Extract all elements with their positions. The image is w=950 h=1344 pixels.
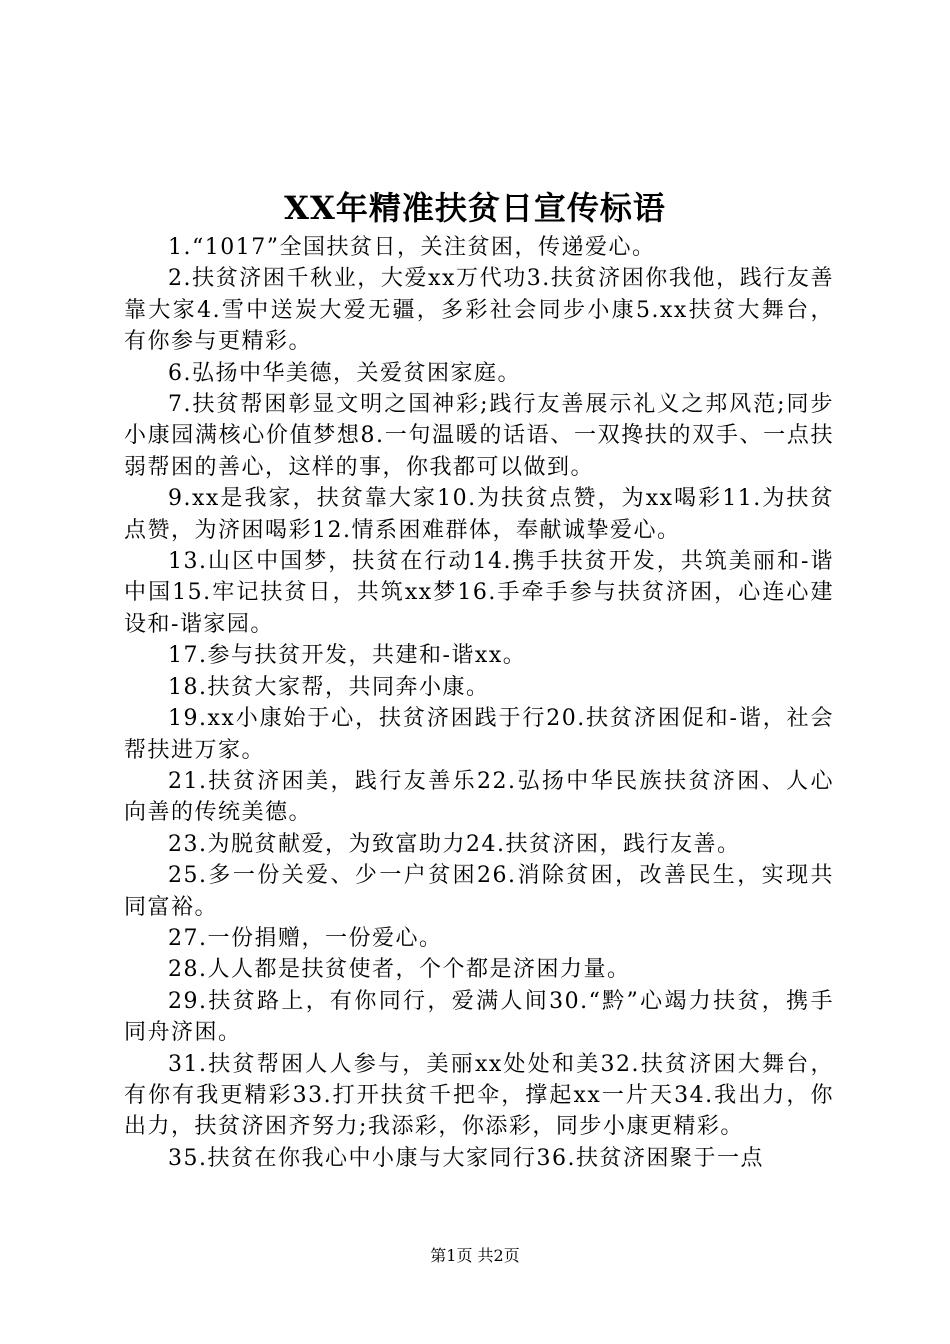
- slogan-paragraph: 21.扶贫济困美，践行友善乐22.弘扬中华民族扶贫济困、人心向善的传统美德。: [124, 768, 834, 826]
- slogan-paragraph: 13.山区中国梦，扶贫在行动14.携手扶贫开发，共筑美丽和-谐中国15.牢记扶贫日，共筑xx梦16.手牵手参与扶贫济困，心连心建设和-谐家园。: [124, 549, 834, 637]
- slogan-paragraph: 27.一份捐赠，一份爱心。: [168, 925, 443, 951]
- slogan-paragraph: 7.扶贫帮困彰显文明之国神彩;践行友善展示礼义之邦风范;同步小康园满核心价值梦想8.一句温暖的话语、一双搀扶的双手、一点扶弱帮困的善心，这样的事，你我都可以做到。: [124, 392, 834, 480]
- slogan-paragraph: 18.扶贫大家帮，共同奔小康。: [168, 674, 490, 700]
- slogan-paragraph: 29.扶贫路上，有你同行，爱满人间30.“黔”心竭力扶贫，携手同舟济困。: [124, 988, 834, 1046]
- slogan-paragraph: 35.扶贫在你我心中小康与大家同行36.扶贫济困聚于一点: [168, 1145, 764, 1171]
- slogan-paragraph: 6.弘扬中华美德，关爱贫困家庭。: [168, 360, 521, 386]
- slogan-paragraph: 25.多一份关爱、少一户贫困26.消除贫困，改善民生，实现共同富裕。: [124, 863, 834, 920]
- slogan-paragraph: 31.扶贫帮困人人参与，美丽xx处处和美32.扶贫济困大舞台，有你有我更精彩33.打开扶贫千把伞，撑起xx一片天34.我出力，你出力，扶贫济困齐努力;我添彩，你添彩，同步小康更精彩。: [124, 1051, 834, 1140]
- page-number-footer: 第1页 共2页: [430, 1246, 520, 1265]
- slogan-paragraph: 1.“1017”全国扶贫日，关注贫困，传递爱心。: [168, 235, 656, 260]
- slogan-paragraph: 28.人人都是扶贫使者，个个都是济困力量。: [168, 957, 631, 983]
- slogan-paragraph: 17.参与扶贫开发，共建和-谐xx。: [168, 643, 527, 669]
- slogan-paragraph: 23.为脱贫献爱，为致富助力24.扶贫济困，践行友善。: [168, 831, 741, 857]
- document-body: [124, 232, 834, 1174]
- slogan-paragraph: 19.xx小康始于心，扶贫济困践于行20.扶贫济困促和-谐，社会帮扶进万家。: [124, 706, 834, 763]
- slogan-paragraph: 2.扶贫济困千秋业，大爱xx万代功3.扶贫济困你我他，践行友善靠大家4.雪中送炭大爱无疆，多彩社会同步小康5.xx扶贫大舞台，有你参与更精彩。: [124, 266, 834, 355]
- document-title: XX年精准扶贫日宣传标语: [284, 189, 666, 227]
- slogan-paragraph: 9.xx是我家，扶贫靠大家10.为扶贫点赞，为xx喝彩11.为扶贫点赞，为济困喝彩12.情系困难群体，奉献诚挚爱心。: [124, 486, 834, 543]
